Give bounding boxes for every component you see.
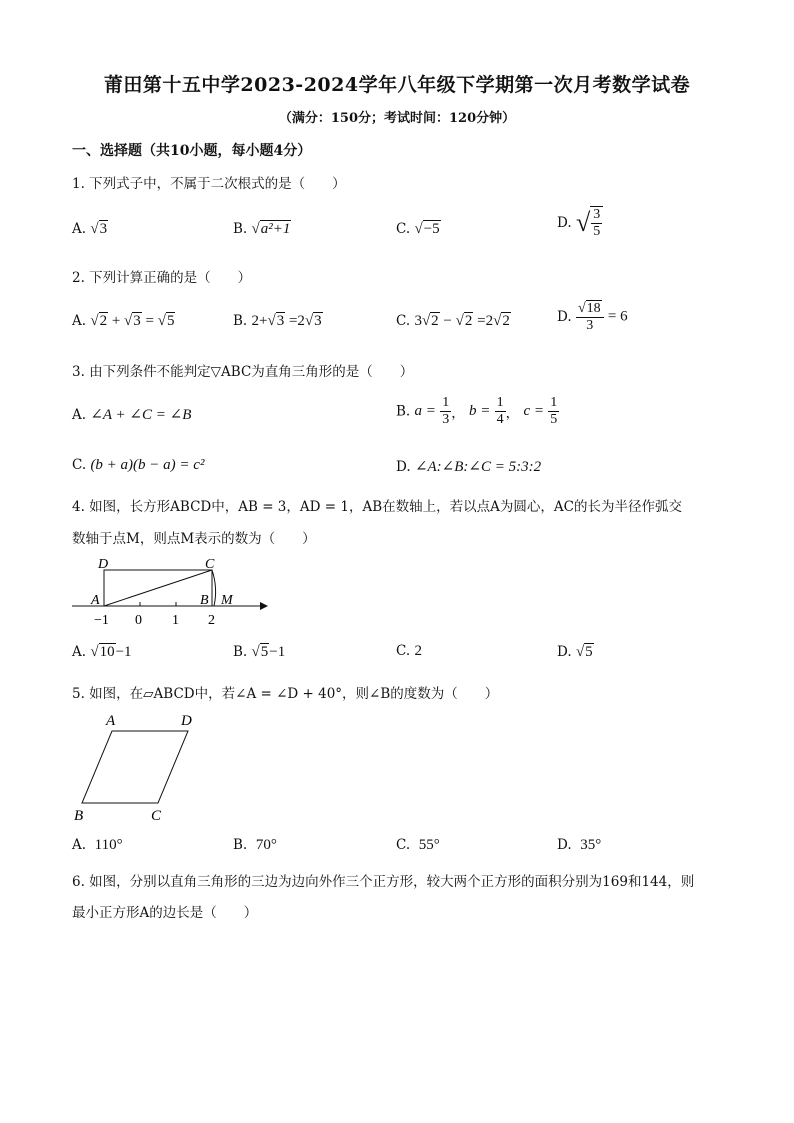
option-letter: B.: [233, 644, 248, 660]
option-letter: A.: [72, 837, 87, 853]
fraction-denominator: 5: [550, 412, 558, 428]
fraction-numerator: 1: [440, 395, 451, 412]
radicand: 18: [586, 301, 601, 316]
radicand: 2: [431, 313, 439, 329]
expression: 110°: [94, 837, 123, 853]
fraction-denominator: 4: [496, 412, 504, 428]
label-b: B: [200, 593, 209, 608]
expression: ∠A + ∠C = ∠B: [90, 407, 192, 423]
tick-label: −1: [94, 613, 109, 628]
radicand: 2: [502, 313, 510, 329]
section-heading: 一、选择题（共10小题，每小题4分）: [72, 143, 312, 159]
expression: 35°: [580, 837, 602, 853]
q1-option-d: D. √ $\frac{3}{5}$: [557, 206, 603, 240]
question-4-stem-line1: 4. 如图，长方形ABCD中，AB = 3，AD = 1，AB在数轴上，若以点A为圆心，AC的长为半径作弧交: [72, 499, 682, 515]
radicand: 2: [99, 313, 108, 329]
fraction-denominator: 3: [586, 318, 594, 334]
expression-part: b =: [468, 403, 491, 420]
option-letter: B.: [233, 837, 248, 853]
q5-option-a: [72, 837, 123, 854]
fraction-numerator: 1: [548, 395, 559, 412]
option-letter: C.: [72, 457, 87, 473]
option-letter: B.: [233, 313, 248, 329]
exam-title: 莆田第十五中学2023-2024学年八年级下学期第一次月考数学试卷: [103, 74, 691, 96]
question-4-stem-line2: 数轴于点M，则点M表示的数为（ ）: [72, 531, 316, 547]
expression-part: =2: [477, 313, 494, 329]
radicand: 3: [133, 313, 141, 329]
q4-option-c: [396, 643, 422, 660]
expression-part: =2: [288, 313, 305, 329]
option-letter: C.: [396, 221, 411, 237]
radicand: 3: [276, 313, 285, 329]
question-3-stem: 3. 由下列条件不能判定▽ABC为直角三角形的是（ ）: [72, 364, 414, 380]
q4-option-b: B. √5−1: [233, 644, 286, 660]
label-a: A: [106, 713, 116, 729]
expression-part: a =: [414, 403, 436, 420]
expression-part: 3: [414, 313, 422, 329]
expression-part: 2+: [251, 313, 268, 329]
expression: ∠A:∠B:∠C = 5:3:2: [414, 459, 542, 475]
q5-option-d: [557, 837, 601, 854]
operator: +: [111, 313, 121, 329]
option-letter: A.: [72, 644, 87, 660]
q4-rectangle-number-line-figure: [68, 552, 278, 632]
q5-parallelogram-figure: [68, 708, 218, 828]
radicand: 5: [260, 644, 269, 660]
option-letter: A.: [72, 221, 87, 237]
q3-option-b: [396, 395, 559, 428]
question-6-stem-line2: 最小正方形A的边长是（ ）: [72, 905, 258, 921]
option-letter: D.: [557, 644, 572, 660]
option-letter: A.: [72, 407, 87, 423]
expression: 2: [414, 643, 422, 659]
option-letter: C.: [396, 313, 411, 329]
expression: 55°: [418, 837, 440, 853]
label-a: A: [91, 593, 100, 608]
radicand: a²+1: [260, 221, 291, 237]
q2-option-a: A. √2 + √3 = √5: [72, 313, 175, 329]
label-d: D: [98, 557, 109, 572]
separator: ，: [451, 405, 465, 422]
radicand: 3: [314, 313, 322, 329]
label-c: C: [151, 808, 162, 824]
tick-label: 0: [135, 613, 142, 628]
option-letter: D.: [557, 215, 572, 232]
expression: (b + a)(b − a) = c²: [90, 457, 205, 473]
q3-option-d: [396, 457, 541, 476]
q1-option-b: B. √a²+1: [233, 221, 291, 237]
separator: ，: [505, 405, 520, 422]
tick-label: 2: [208, 613, 215, 628]
option-letter: C.: [396, 643, 411, 659]
question-2-stem: 2. 下列计算正确的是（ ）: [72, 270, 252, 286]
option-letter: C.: [396, 837, 411, 853]
radicand: 5: [166, 313, 175, 329]
q2-option-b: B. 2+√3 =2√3: [233, 313, 322, 329]
fraction-denominator: 5: [593, 224, 601, 240]
question-1-stem: 1. 下列式子中，不属于二次根式的是（ ）: [72, 176, 346, 192]
expression-part: = 6: [607, 308, 628, 325]
radicand: −5: [423, 221, 440, 237]
question-6-stem-line1: 6. 如图，分别以直角三角形的三边为边向外作三个正方形，较大两个正方形的面积分别为169和144，则: [72, 874, 695, 890]
radicand: 2: [464, 313, 473, 329]
tick-label: 1: [172, 613, 179, 628]
q2-option-d: D. $\frac{√18}{3}$ = 6: [557, 301, 628, 334]
label-m: M: [221, 593, 233, 608]
q1-option-a: A. √3: [72, 221, 108, 237]
q4-option-d: D. √5: [557, 644, 593, 660]
q4-option-a: A. √10−1: [72, 644, 132, 660]
radicand: 3: [99, 221, 108, 237]
radicand: 5: [585, 644, 593, 660]
q3-option-a: [72, 405, 191, 424]
label-c: C: [205, 557, 215, 572]
equals-sign: =: [145, 313, 154, 329]
fraction-numerator: 1: [495, 395, 506, 412]
radicand: 10: [99, 644, 115, 660]
exam-subtitle: （满分：150分；考试时间：120分钟）: [278, 111, 516, 126]
expression-part: −1: [269, 644, 286, 660]
q3-option-c: [72, 457, 204, 474]
option-letter: B.: [233, 221, 248, 237]
option-letter: D.: [396, 459, 411, 475]
fraction-denominator: 3: [442, 412, 450, 428]
label-d: D: [181, 713, 192, 729]
q1-option-c: C. √−5: [396, 221, 440, 237]
expression: 70°: [255, 837, 277, 853]
fraction-numerator: 3: [591, 207, 602, 224]
question-5-stem: 5. 如图，在▱ABCD中，若∠A = ∠D + 40°，则∠B的度数为（ ）: [72, 686, 499, 702]
q5-option-b: [233, 837, 277, 854]
option-letter: A.: [72, 313, 87, 329]
q5-option-c: [396, 837, 440, 854]
operator: −: [443, 313, 452, 329]
option-letter: D.: [557, 837, 572, 853]
option-letter: B.: [396, 403, 411, 420]
label-b: B: [74, 808, 84, 824]
expression-part: −1: [115, 644, 132, 660]
q2-option-c: C. 3√2 − √2 =2√2: [396, 313, 510, 329]
option-letter: D.: [557, 309, 572, 326]
expression-part: c =: [523, 403, 544, 420]
